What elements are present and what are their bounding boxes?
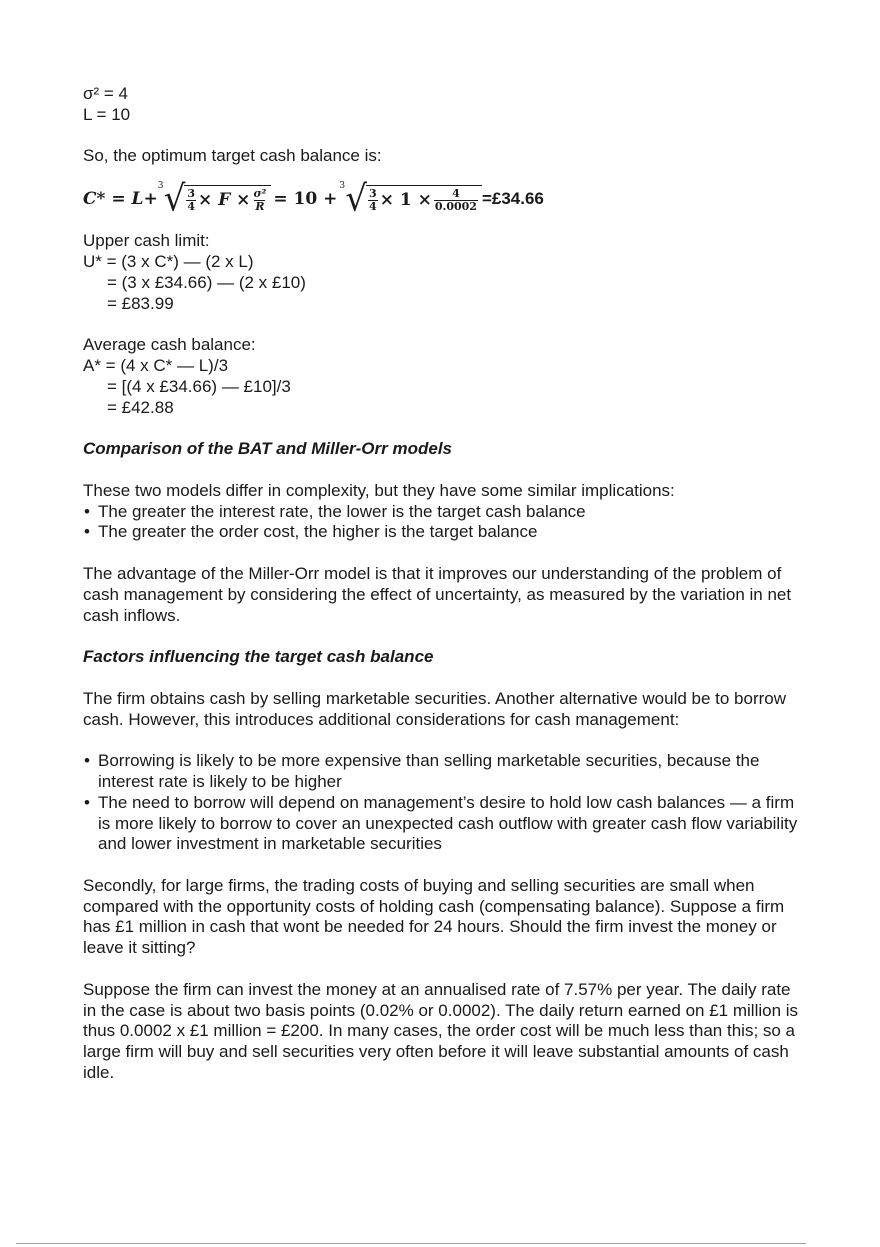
formula-intro: So, the optimum target cash balance is: — [83, 146, 382, 166]
fraction-four-over-rate — [434, 188, 478, 213]
fraction-three-quarters — [186, 188, 196, 213]
fraction-denominator: R — [255, 200, 265, 214]
formula-lhs: C* = L+ — [83, 188, 158, 209]
large-firms-paragraph: Secondly, for large firms, the trading costs of buying and selling securities are small when compared with the opportunity costs of holding cash (compensating balance). Suppose a firm has £1 million in cash that wont be needed for 24 hours. Should the firm invest the money or leave it sitting? — [83, 875, 785, 958]
given-l: L = 10 — [83, 104, 131, 124]
upper-limit-line-1: U* = (3 x C*) — (2 x L) — [83, 251, 254, 271]
fraction-numerator: 3 — [187, 187, 196, 201]
fraction-numerator: 3 — [369, 187, 377, 201]
upper-limit-title: Upper cash limit: — [83, 231, 210, 251]
factors-intro: The firm obtains cash by selling marketable securities. Another alternative would be to borrow cash. However, this introduces additional considerations for cash management: — [83, 688, 787, 729]
upper-limit-line-2: = (3 x £34.66) — (2 x £10) — [107, 272, 306, 292]
fraction-numerator: 4 — [452, 187, 460, 201]
footer-divider — [16, 1243, 806, 1244]
fraction-denominator: 0.0002 — [434, 200, 477, 214]
fraction-variance-over-rate — [252, 188, 267, 213]
document-page — [83, 84, 803, 1084]
radicand-symbolic — [184, 185, 271, 213]
list-item — [83, 793, 803, 855]
miller-orr-advantage: The advantage of the Miller-Orr model is that it improves our understanding of the problem of cash management by considering the effect of uncertainty, as measured by the variation in net cash inflows. — [83, 563, 792, 625]
list-item — [83, 502, 803, 523]
fraction-denominator: 4 — [369, 200, 377, 214]
formula-result: =£34.66 — [481, 188, 544, 208]
average-balance-line-2: = [(4 x £34.66) — £10]/3 — [107, 376, 291, 396]
section-heading-comparison: Comparison of the BAT and Miller-Orr models — [83, 439, 452, 459]
formula-times-one: × 1 × — [379, 190, 432, 211]
fraction-denominator: 4 — [187, 200, 196, 214]
formula-equals-ten: = 10 + — [273, 188, 338, 209]
fraction-numerator: σ² — [253, 187, 267, 201]
formula-times-f: × F × — [198, 190, 251, 211]
given-sigma: σ² = 4 — [83, 84, 128, 103]
list-item — [83, 751, 803, 793]
bullet-icon: • — [84, 522, 90, 542]
root-index: 3 — [157, 181, 164, 192]
list-item-text: The greater the order cost, the higher is the target balance — [98, 522, 538, 542]
list-item — [83, 522, 803, 543]
comparison-intro: These two models differ in complexity, but they have some similar implications: — [83, 480, 675, 500]
bullet-icon: • — [84, 751, 90, 771]
list-item-text: The greater the interest rate, the lower is the target cash balance — [98, 501, 586, 521]
radicand-numeric — [366, 185, 482, 213]
factors-bullet-list — [83, 751, 803, 855]
cube-root-symbolic — [157, 178, 272, 221]
bullet-icon: • — [84, 792, 90, 812]
section-heading-factors: Factors influencing the target cash balance — [83, 647, 434, 667]
average-balance-line-1: A* = (4 x C* — L)/3 — [83, 355, 229, 375]
list-item-text: Borrowing is likely to be more expensive than selling marketable securities, because the interest rate is likely to be higher — [98, 751, 760, 791]
fraction-three-quarters — [368, 188, 378, 213]
radical-sign-icon: √ — [345, 178, 368, 221]
list-item-text: The need to borrow will depend on management’s desire to hold low cash balances — a firm is more likely to borrow to cover an unexpected cash outflow with greater cash flow variability and lower investment in marketable securities — [98, 792, 798, 854]
average-balance-line-3: = £42.88 — [107, 397, 174, 417]
upper-limit-line-3: = £83.99 — [107, 293, 174, 313]
target-cash-formula — [83, 171, 803, 227]
cube-root-numeric — [339, 178, 482, 221]
bullet-icon: • — [84, 501, 90, 521]
comparison-bullet-list — [83, 502, 803, 544]
root-index: 3 — [339, 181, 346, 192]
radical-sign-icon: √ — [163, 178, 186, 221]
average-balance-title: Average cash balance: — [83, 335, 256, 355]
daily-return-paragraph: Suppose the firm can invest the money at an annualised rate of 7.57% per year. The daily rate in the case is about two basis points (0.02% or 0.0002). The daily return earned on £1 million is thus 0.0002 x £1 million = £200. In many cases, the order cost will be much less than this; so a large firm will buy and sell securities very often before it will leave substantial amounts of cash idle. — [83, 979, 799, 1083]
